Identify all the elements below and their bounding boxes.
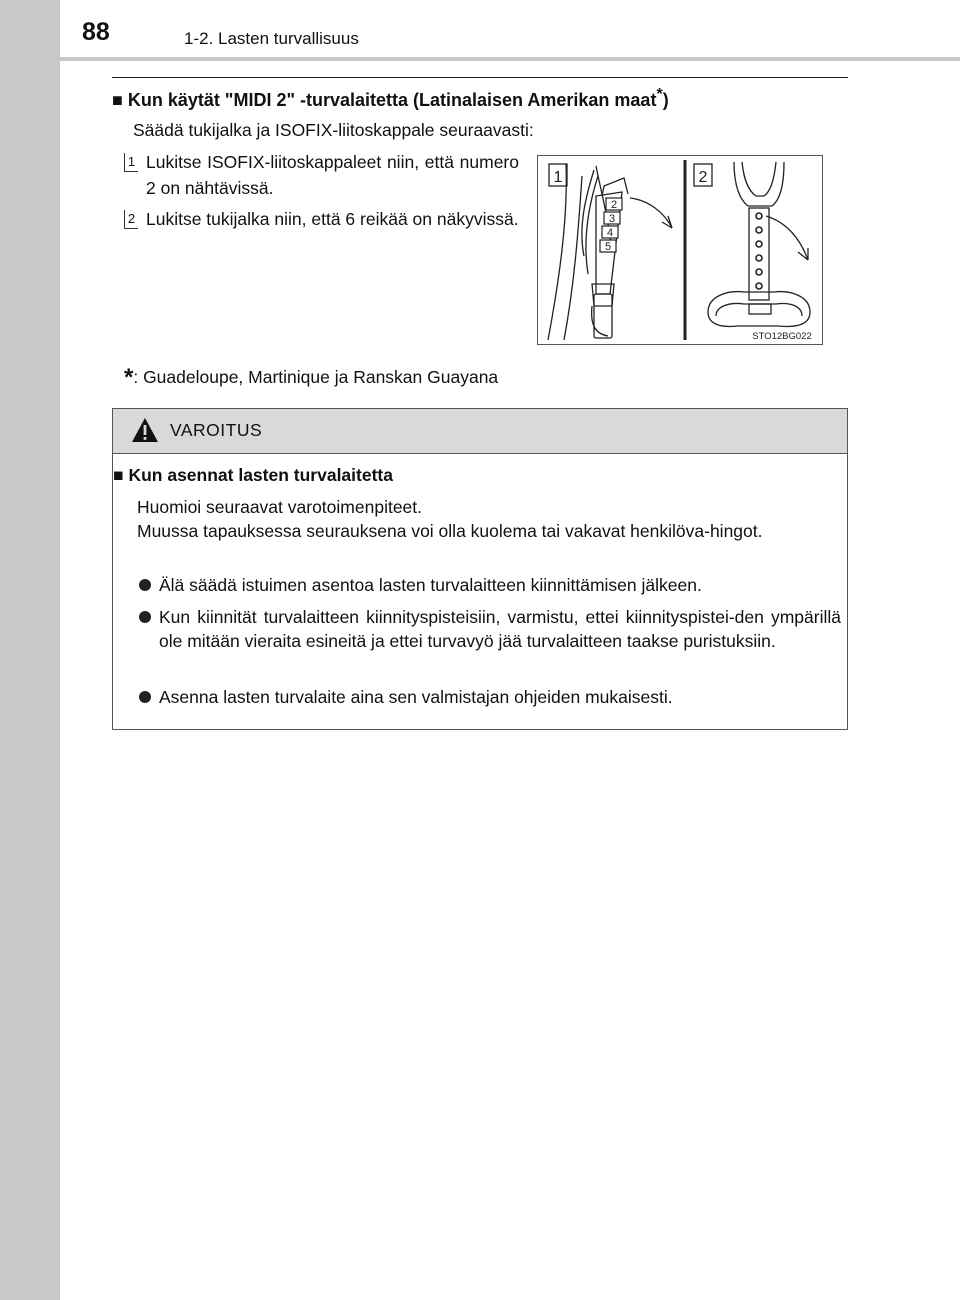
warning-paragraph-2: Muussa tapauksessa seurauksena voi olla kuolema tai vakavat henkilöva-hingot. [137, 521, 763, 541]
bullet-dot [139, 611, 151, 623]
page-sidebar [0, 0, 60, 1300]
connector-number-4: 4 [606, 227, 614, 239]
subheading-bullet: ■ [113, 465, 124, 485]
heading-text: Kun käytät "MIDI 2" -turvalaitetta (Latinalaisen Amerikan maat [127, 90, 657, 110]
warning-bullet-1 [139, 573, 841, 597]
header-rule [60, 57, 960, 61]
figure-code: STO12BG022 [752, 331, 812, 342]
page-number: 88 [82, 18, 110, 46]
step-1 [124, 149, 519, 201]
heading-bullet: ■ [112, 90, 123, 110]
footnote-star: * [124, 364, 134, 391]
warning-bullet-2 [139, 605, 841, 653]
warning-triangle-icon [131, 417, 159, 443]
step-text-2: Lukitse tukijalka niin, että 6 reikää on näkyvissä. [146, 209, 519, 229]
warning-bullet-text-2: Kun kiinnität turvalaitteen kiinnityspisteisiin, varmistu, ettei kiinnityspistei-den ympärillä ole mitään vieraita esineitä ja ettei turvavyö jää turvalaitteen taakse puristuksiin. [159, 607, 841, 651]
section-divider [112, 77, 848, 78]
section-heading [112, 86, 669, 111]
illustration-drawing [538, 156, 822, 344]
step-number-2: 2 [124, 210, 138, 229]
bullet-dot [139, 691, 151, 703]
warning-bullet-3 [139, 685, 841, 709]
installation-illustration [537, 155, 823, 345]
footnote [124, 362, 498, 390]
figure-label-2: 2 [698, 169, 708, 186]
warning-box [112, 408, 848, 730]
footnote-text: : Guadeloupe, Martinique ja Ranskan Guayana [133, 367, 499, 387]
warning-bullet-text-3: Asenna lasten turvalaite aina sen valmistajan ohjeiden mukaisesti. [159, 687, 673, 707]
heading-close: ) [662, 90, 669, 110]
warning-subheading [113, 465, 393, 486]
heading-star: * [656, 86, 663, 103]
connector-number-3: 3 [608, 213, 616, 225]
step-number-1: 1 [124, 153, 138, 172]
chapter-title: 1-2. Lasten turvallisuus [184, 29, 359, 48]
bullet-dot [139, 579, 151, 591]
warning-paragraph-1: Huomioi seuraavat varotoimenpiteet. [137, 497, 423, 517]
section-intro: Säädä tukijalka ja ISOFIX-liitoskappale seuraavasti: [133, 120, 534, 140]
step-text-1: Lukitse ISOFIX-liitoskappaleet niin, että numero 2 on nähtävissä. [146, 152, 519, 198]
subheading-text: Kun asennat lasten turvalaitetta [128, 465, 393, 485]
warning-bullet-text-1: Älä säädä istuimen asentoa lasten turvalaitteen kiinnittämisen jälkeen. [159, 575, 702, 595]
step-2 [124, 206, 519, 232]
connector-number-5: 5 [604, 241, 612, 253]
connector-number-2: 2 [610, 199, 618, 211]
figure-label-1: 1 [553, 169, 563, 186]
warning-header [113, 409, 847, 454]
warning-title: VAROITUS [170, 420, 263, 440]
